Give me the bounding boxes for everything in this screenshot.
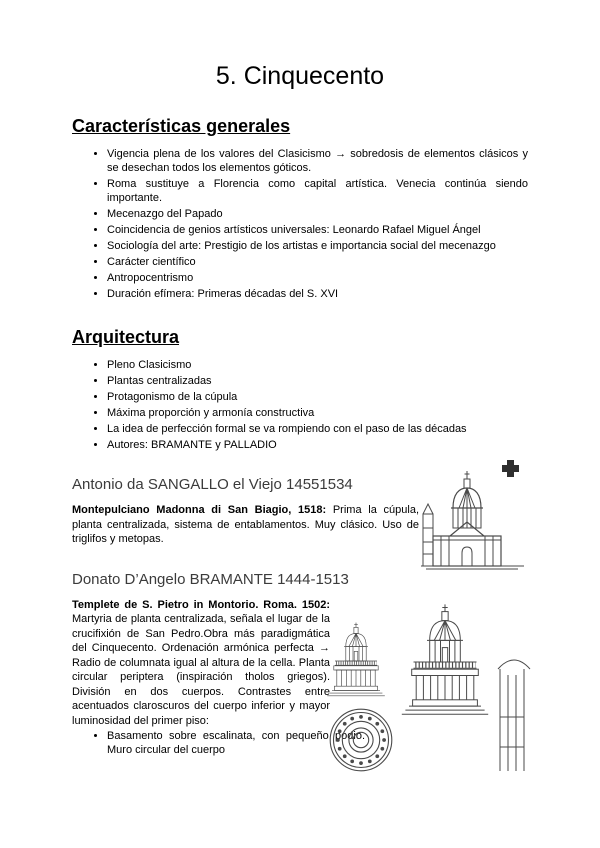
heading-bramante: Donato D’Angelo BRAMANTE 1444-1513 bbox=[72, 570, 349, 588]
tempietto-elevation-small bbox=[327, 622, 385, 695]
bullet-item: • Carácter científico bbox=[107, 255, 528, 269]
bramante-paragraph bbox=[72, 598, 330, 729]
arquitectura-list bbox=[72, 358, 528, 452]
bullet-item: • Duración efímera: Primeras décadas del S. XVI bbox=[107, 287, 528, 301]
bullet-item: • Plantas centralizadas bbox=[107, 374, 528, 388]
section-bramante bbox=[72, 571, 528, 758]
bullet-item: • Autores: BRAMANTE y PALLADIO bbox=[107, 438, 528, 452]
san-biagio-plan-icon bbox=[502, 460, 519, 477]
tempietto-elevation-large bbox=[402, 604, 488, 714]
bullet-item: • Mecenazgo del Papado bbox=[107, 207, 528, 221]
bullet-item: • Vigencia plena de los valores del Clasicismo → sobredosis de elementos clásicos y se desechan todos los elementos góticos. bbox=[107, 147, 528, 175]
bramante-paragraph-text: Martyria de planta centralizada, señala el lugar de la crucifixión de San Pedro.Obra más paradigmática del Cinquecento. Ordenación armónica perfecta → Radio de columnata igual al altura de la cella. Planta circular periptera (inspiración tholos griegos). División en dos cuerpos. Contrastes entre acentuados claroscuros del cuerpo inferior y mayor luminosidad del primer piso: bbox=[72, 613, 330, 727]
bullet-item: • Coincidencia de genios artísticos universales: Leonardo Rafael Miguel Ángel bbox=[107, 223, 528, 237]
san-biagio-drawing bbox=[420, 458, 526, 570]
san-biagio-elevation-figure bbox=[420, 458, 526, 570]
bullet-item: • Basamento sobre escalinata, con pequeño podio. Muro circular del cuerpo bbox=[107, 729, 365, 757]
tempietto-drawings bbox=[324, 597, 532, 779]
heading-caracteristicas-generales: Características generales bbox=[72, 116, 291, 136]
sangallo-paragraph-lead: Montepulciano Madonna di San Biagio, 1518: bbox=[72, 504, 327, 516]
tempietto-plan bbox=[330, 709, 392, 771]
heading-sangallo: Antonio da SANGALLO el Viejo 14551534 bbox=[72, 476, 353, 493]
section-sangallo bbox=[72, 476, 528, 547]
bullet-item: • Sociología del arte: Prestigio de los artistas e importancia social del mecenazgo bbox=[107, 239, 528, 253]
sangallo-paragraph-text: Prima la cúpula, planta centralizada, sistema de entablamentos. Muy clásico. Uso de triglifos y metopas. bbox=[72, 504, 419, 545]
bullet-item: • Pleno Clasicismo bbox=[107, 358, 528, 372]
document-content bbox=[72, 0, 528, 759]
bullet-item: • Roma sustituye a Florencia como capital artística. Venecia continúa siendo importante. bbox=[107, 177, 528, 205]
section-caracteristicas-generales bbox=[72, 116, 528, 301]
heading-arquitectura: Arquitectura bbox=[72, 327, 180, 347]
document-title: 5. Cinquecento bbox=[215, 62, 385, 90]
bullet-item: • La idea de perfección formal se va rompiendo con el paso de las décadas bbox=[107, 422, 528, 436]
caracteristicas-list bbox=[72, 147, 528, 301]
bullet-item: • Máxima proporción y armonía constructiva bbox=[107, 406, 528, 420]
bramante-sublist bbox=[72, 729, 365, 757]
tempietto-figures bbox=[324, 597, 532, 779]
section-arquitectura bbox=[72, 327, 528, 452]
bramante-paragraph-lead: Templete de S. Pietro in Montorio. Roma. 1502: bbox=[72, 598, 330, 611]
sangallo-paragraph bbox=[72, 503, 419, 547]
tempietto-section-fragment bbox=[498, 660, 530, 771]
bullet-item: • Antropocentrismo bbox=[107, 271, 528, 285]
bullet-item: • Protagonismo de la cúpula bbox=[107, 390, 528, 404]
